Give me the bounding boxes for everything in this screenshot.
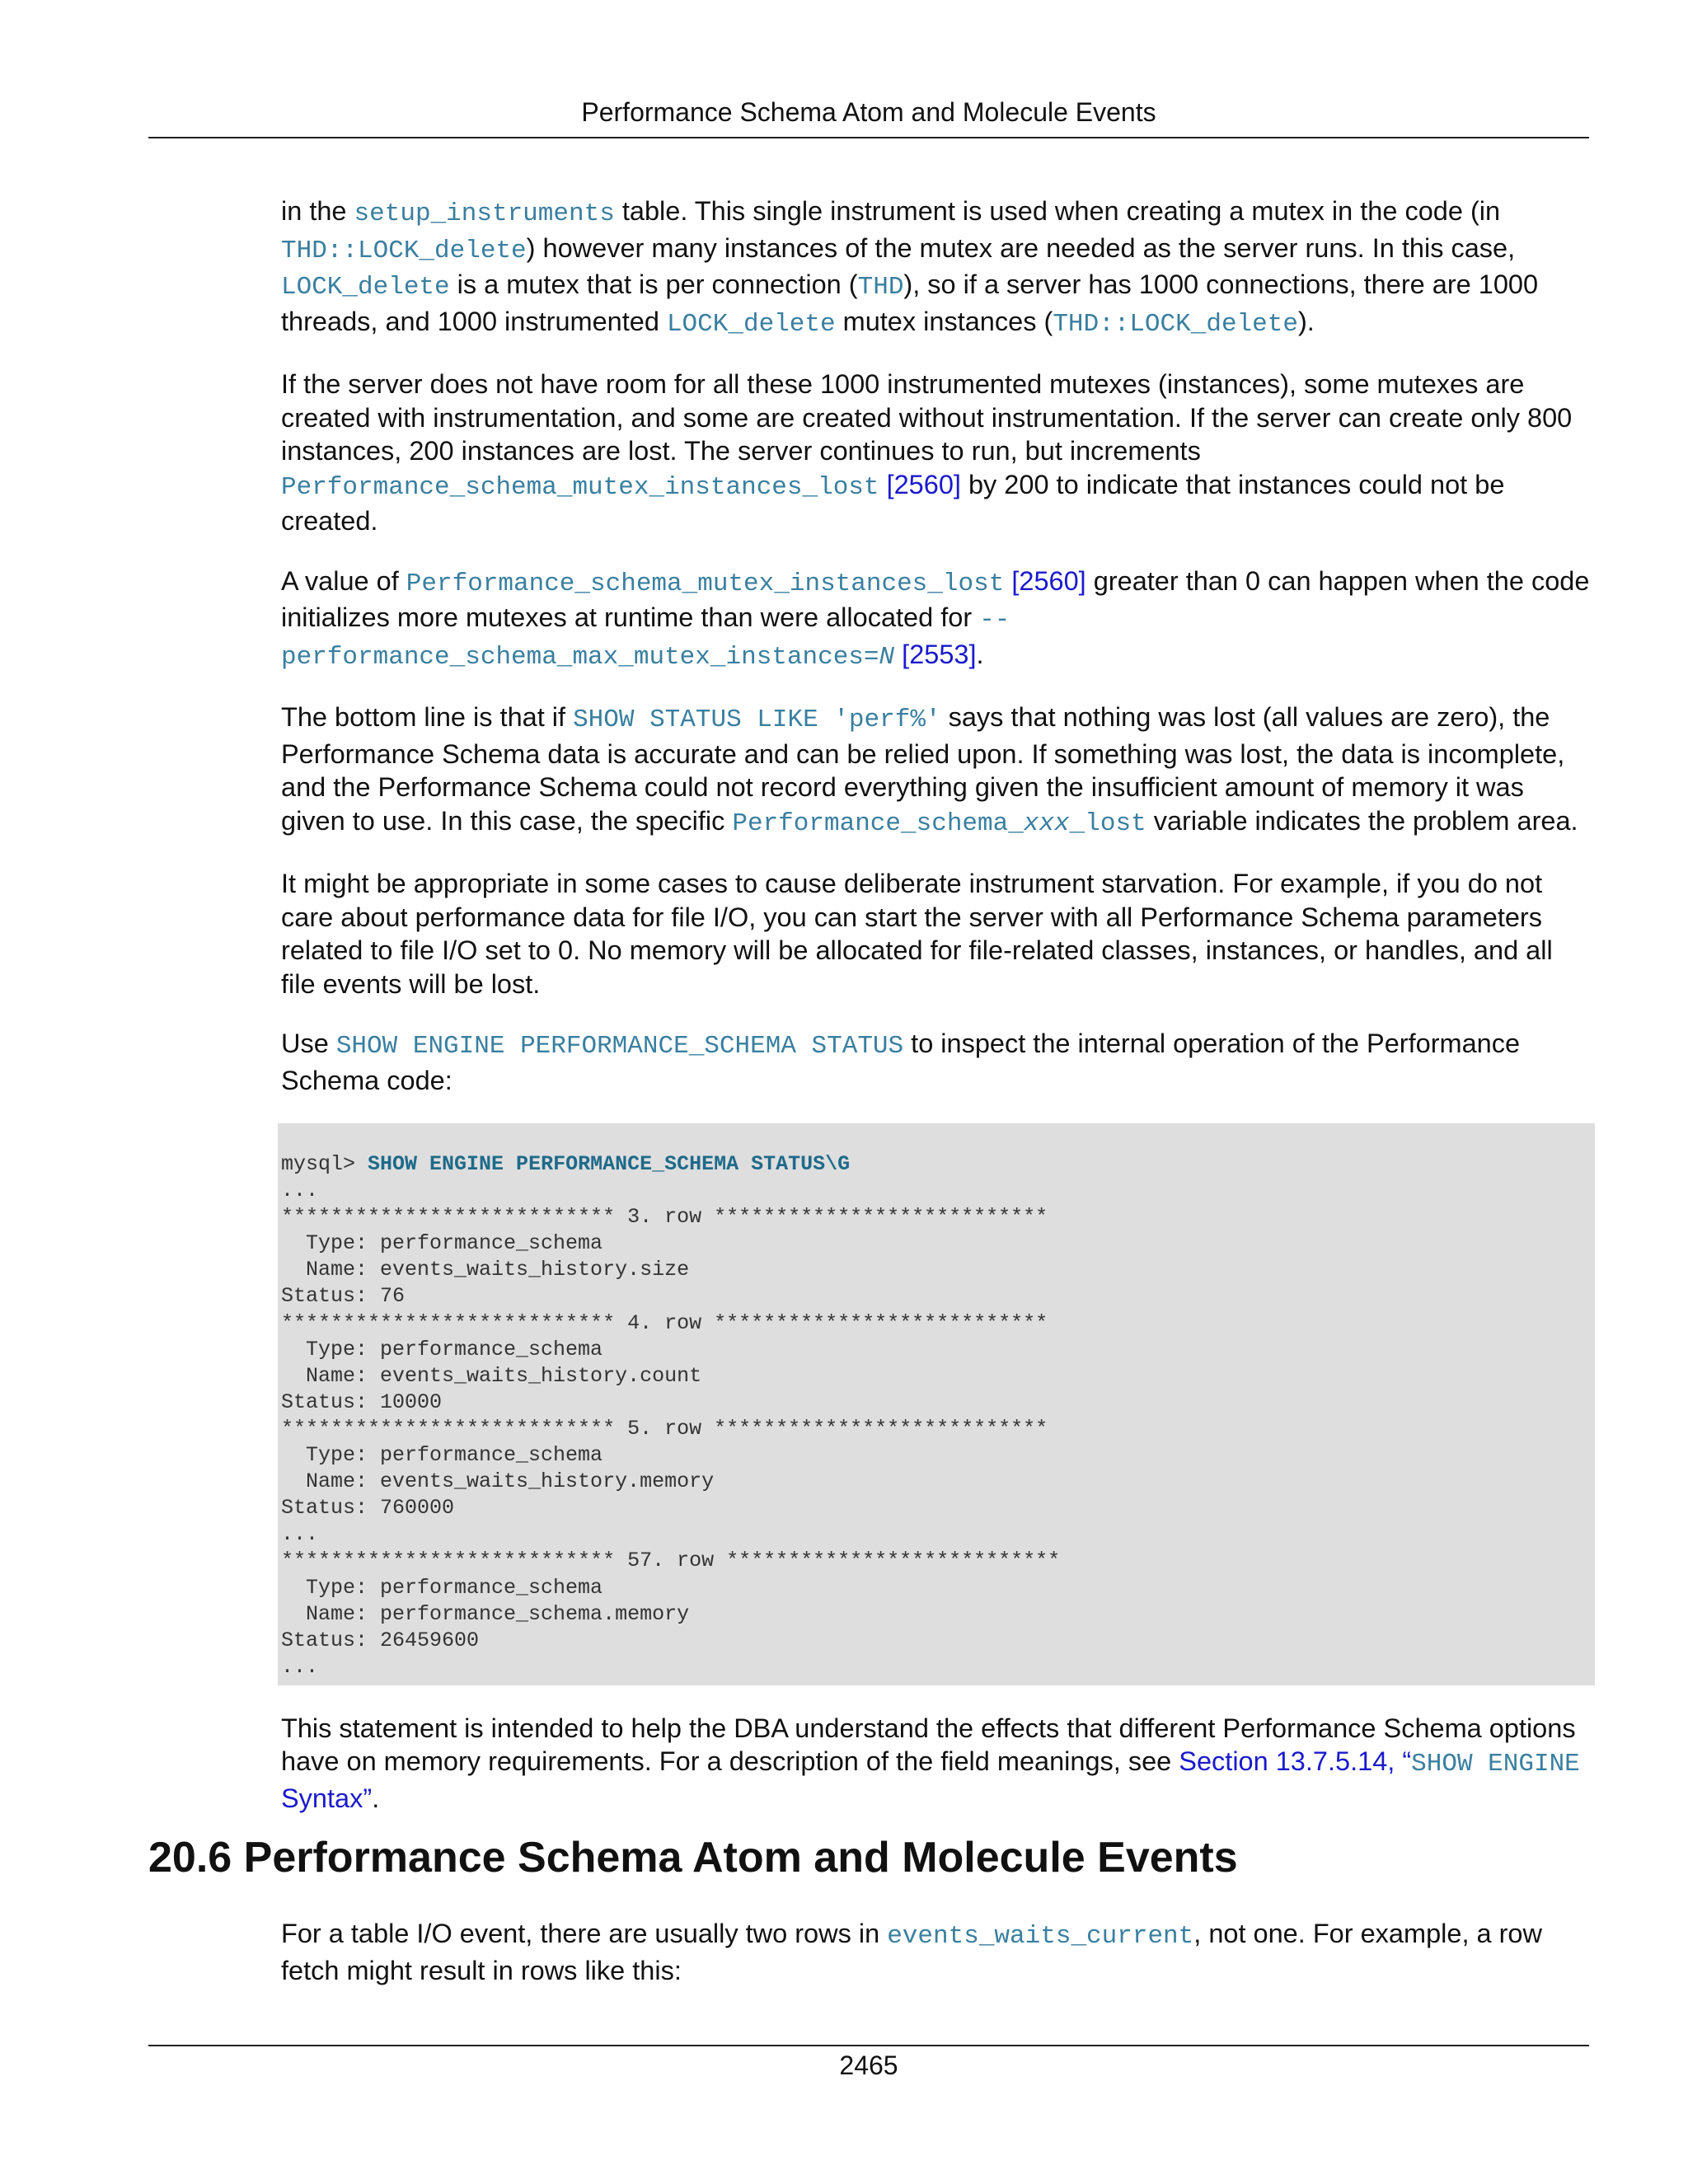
code-schema-xxx-lost: Performance_schema_xxx_lost bbox=[732, 808, 1146, 838]
paragraph-instances-lost: If the server does not have room for all these 1000 instrumented mutexes (instances), some mutexes are created with instrumentation, and some are created without instrumentation. If the server can create only 800 instances, 200 instances are lost. The server continues to run, but increments Performance_schema_mutex_instances_lost [2560] by 200 to indicate that instances could not be created. bbox=[281, 369, 1573, 536]
code-show-engine-status: SHOW ENGINE PERFORMANCE_SCHEMA STATUS bbox=[335, 1032, 904, 1061]
code-mutex-instances-lost: Performance_schema_mutex_instances_lost bbox=[406, 569, 1005, 598]
link-section-show-engine-syntax[interactable]: Section 13.7.5.14, “SHOW ENGINE Syntax” bbox=[281, 1746, 1580, 1813]
code-thd: THD bbox=[857, 273, 904, 302]
running-header-title: Performance Schema Atom and Molecule Events bbox=[581, 97, 1156, 127]
code-lock-delete: LOCK_delete bbox=[666, 309, 836, 339]
code-example-block bbox=[278, 1123, 1595, 1685]
code-max-mutex-instances-option: --performance_schema_max_mutex_instances=N bbox=[281, 606, 1010, 672]
section-heading: 20.6 Performance Schema Atom and Molecule Events bbox=[148, 1834, 1238, 1882]
page-number: 2465 bbox=[839, 2050, 898, 2080]
code-show-status-like: SHOW STATUS LIKE 'perf%' bbox=[573, 705, 941, 734]
link-ref-2560[interactable]: [2560] bbox=[886, 469, 961, 499]
section-body bbox=[281, 1917, 1592, 2013]
code-prompt: mysql> bbox=[281, 1152, 368, 1176]
link-ref-2553[interactable]: [2553] bbox=[902, 639, 977, 669]
paragraph-bottom-line: The bottom line is that if SHOW STATUS LIKE 'perf%' says that nothing was lost (all values are zero), the Performance Schema data is accurate and can be relied upon. If something was lost, the data is incomplete, and the Performance Schema could not record everything given the insufficient amount of memory it was given to use. In this case, the specific Performance_schema_xxx_lost variable indicates the problem area. bbox=[281, 702, 1578, 838]
paragraph-table-io-event: For a table I/O event, there are usually two rows in events_waits_current, not one. For example, a row fetch might result in rows like this: bbox=[281, 1919, 1542, 1985]
paragraph-setup-instruments: in the setup_instruments table. This single instrument is used when creating a mutex in the code (in THD::LOCK_delete) however many instances of the mutex are needed as the server runs. In this case, LOCK_delete is a mutex that is per connection (THD), so if a server has 1000 connections, there are 1000 threads, and 1000 instrumented LOCK_delete mutex instances (THD::LOCK_delete). bbox=[281, 196, 1539, 339]
code-lock-delete: LOCK_delete bbox=[281, 273, 450, 302]
footer-rule bbox=[148, 2045, 1589, 2046]
code-mutex-instances-lost: Performance_schema_mutex_instances_lost bbox=[281, 472, 879, 502]
paragraph-value-greater-zero: A value of Performance_schema_mutex_instances_lost [2560] greater than 0 can happen when the code initializes more mutexes at runtime than were allocated for --performance_schema_max_mutex_instances=N [2553]. bbox=[281, 565, 1590, 672]
header-rule bbox=[148, 137, 1589, 138]
link-ref-2560[interactable]: [2560] bbox=[1011, 565, 1086, 596]
code-output: ... *************************** 3. row *************************** Type: performance_schema Name: events_waits_history.size Status: 76 *************************** 4. row *************************** Type: performance_schema Name: events_waits_history.count Status: 10000 *************************** 5. row *************************** Type: performance_schema Name: events_waits_history.memory Status: 760000 ... *************************** 57. row *************************** Type: performance_schema Name: performance_schema.memory Status: 26459600 ... bbox=[281, 1179, 1061, 1679]
paragraph-dba-statement: This statement is intended to help the DBA understand the effects that different Performance Schema options have on memory requirements. For a description of the field meanings, see Section 13.7.5.14, “SHOW ENGINE Syntax”. bbox=[281, 1713, 1580, 1813]
paragraph-instrument-starvation: It might be appropriate in some cases to cause deliberate instrument starvation. For example, if you do not care about performance data for file I/O, you can start the server with all Performance Schema parameters related to file I/O set to 0. No memory will be allocated for file-related classes, instances, or handles, and all file events will be lost. bbox=[281, 869, 1553, 999]
code-thd-lock-delete: THD::LOCK_delete bbox=[1053, 309, 1298, 339]
code-thd-lock-delete: THD::LOCK_delete bbox=[281, 236, 527, 265]
code-events-waits-current: events_waits_current bbox=[887, 1922, 1194, 1951]
code-command: SHOW ENGINE PERFORMANCE_SCHEMA STATUS\G bbox=[368, 1152, 851, 1176]
page-body bbox=[281, 194, 1592, 1841]
paragraph-show-engine-use: Use SHOW ENGINE PERFORMANCE_SCHEMA STATUS to inspect the internal operation of the Performance Schema code: bbox=[281, 1029, 1521, 1095]
code-setup-instruments: setup_instruments bbox=[354, 199, 615, 228]
